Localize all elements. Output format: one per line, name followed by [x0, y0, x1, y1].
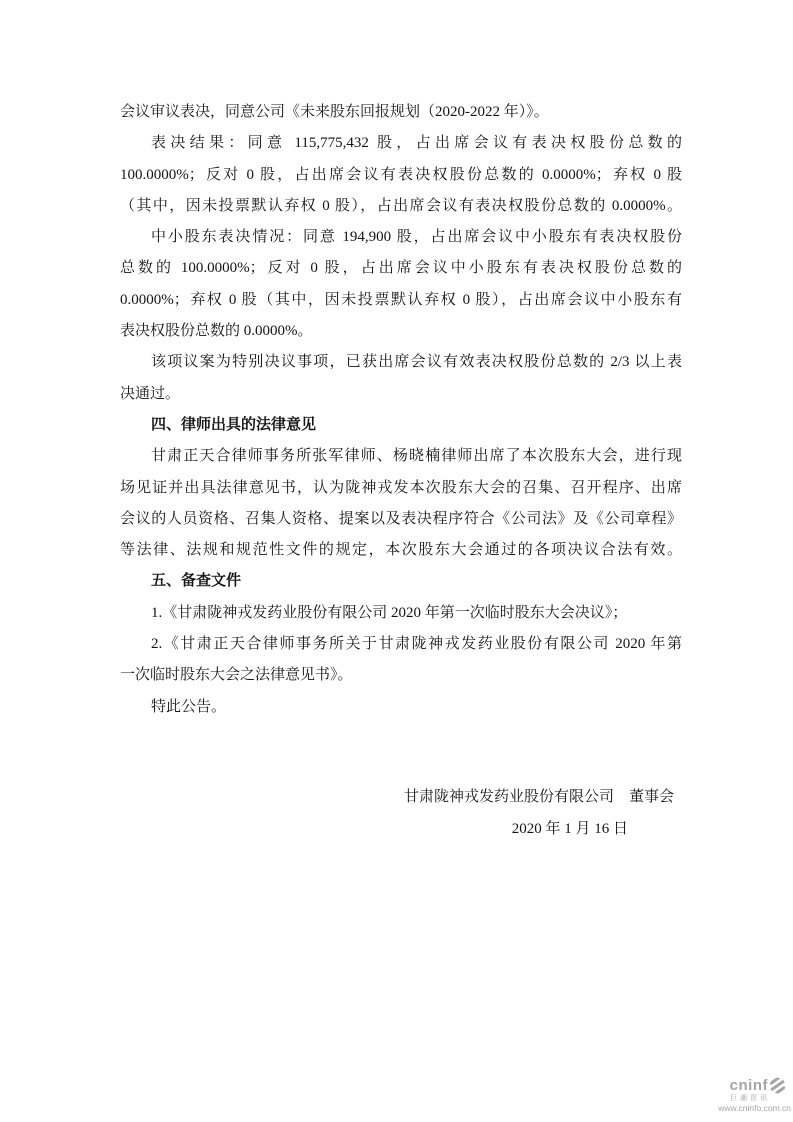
document-body	[120, 97, 682, 723]
body-line: 决通过。	[120, 385, 181, 402]
paragraph-vote-result	[120, 128, 682, 222]
cninfo-logo	[691, 1077, 791, 1114]
body-line: （其中，因未投票默认弃权 0 股），占出席会议有表决权股份总数的 0.0000%。	[120, 197, 682, 214]
section-heading-reference-docs: 五、备查文件	[151, 573, 242, 590]
signature-date: 2020 年 1 月 16 日	[511, 820, 628, 837]
paragraph-reference-doc-2	[120, 629, 682, 692]
body-line: 甘肃正天合律师事务所张军律师、杨晓楠律师出席了本次股东大会，进行现	[151, 448, 682, 465]
body-line: 表决权股份总数的 0.0000%。	[120, 323, 313, 340]
body-line: 总数的 100.0000%；反对 0 股，占出席会议中小股东有表决权股份总数的	[120, 260, 682, 277]
paragraph-legal-opinion	[120, 441, 682, 566]
cninfo-chinese-name: 巨潮资讯	[730, 1095, 770, 1102]
body-line: 0.0000%；弃权 0 股（其中，因未投票默认弃权 0 股），占出席会议中小股东有	[120, 291, 682, 308]
section-heading-legal-opinion: 四、律师出具的法律意见	[151, 416, 317, 433]
cninfo-url: www.cninfo.com.cn	[718, 1103, 791, 1113]
cninfo-swirl-icon	[769, 1077, 786, 1094]
body-line: 100.0000%；反对 0 股，占出席会议有表决权股份总数的 0.0000%；弃权 0 股	[120, 166, 682, 183]
body-line: 表决结果：同意 115,775,432 股，占出席会议有表决权股份总数的	[151, 135, 682, 152]
reference-doc-line: 1.《甘肃陇神戎发药业股份有限公司 2020 年第一次临时股东大会决议》；	[151, 604, 628, 621]
paragraph-special-resolution	[120, 347, 682, 410]
body-line: 场见证并出具法律意见书，认为陇神戎发本次股东大会的召集、召开程序、出席	[120, 479, 682, 496]
cninfo-brand-row	[691, 1077, 791, 1094]
body-line: 会议审议表决，同意公司《未来股东回报规划（2020-2022 年）》。	[120, 104, 549, 120]
reference-doc-line: 一次临时股东大会之法律意见书》。	[120, 667, 353, 684]
body-line: 会议的人员资格、召集人资格、提案以及表决程序符合《公司法》及《公司章程》	[120, 510, 682, 527]
body-line: 等法律、法规和规范性文件的规定，本次股东大会通过的各项决议合法有效。	[120, 542, 682, 559]
paragraph-minority-vote	[120, 222, 682, 347]
closing-line: 特此公告。	[151, 698, 227, 715]
body-line: 中小股东表决情况：同意 194,900 股，占出席会议中小股东有表决权股份	[151, 229, 682, 246]
body-line: 该项议案为特别决议事项，已获出席会议有效表决权股份总数的 2/3 以上表	[151, 354, 682, 371]
signature-block	[120, 782, 680, 845]
cninfo-brand-text: cninf	[729, 1076, 768, 1094]
signature-company: 甘肃陇神戎发药业股份有限公司 董事会	[403, 789, 674, 805]
reference-doc-line: 2.《甘肃正天合律师事务所关于甘肃陇神戎发药业股份有限公司 2020 年第	[151, 636, 682, 653]
